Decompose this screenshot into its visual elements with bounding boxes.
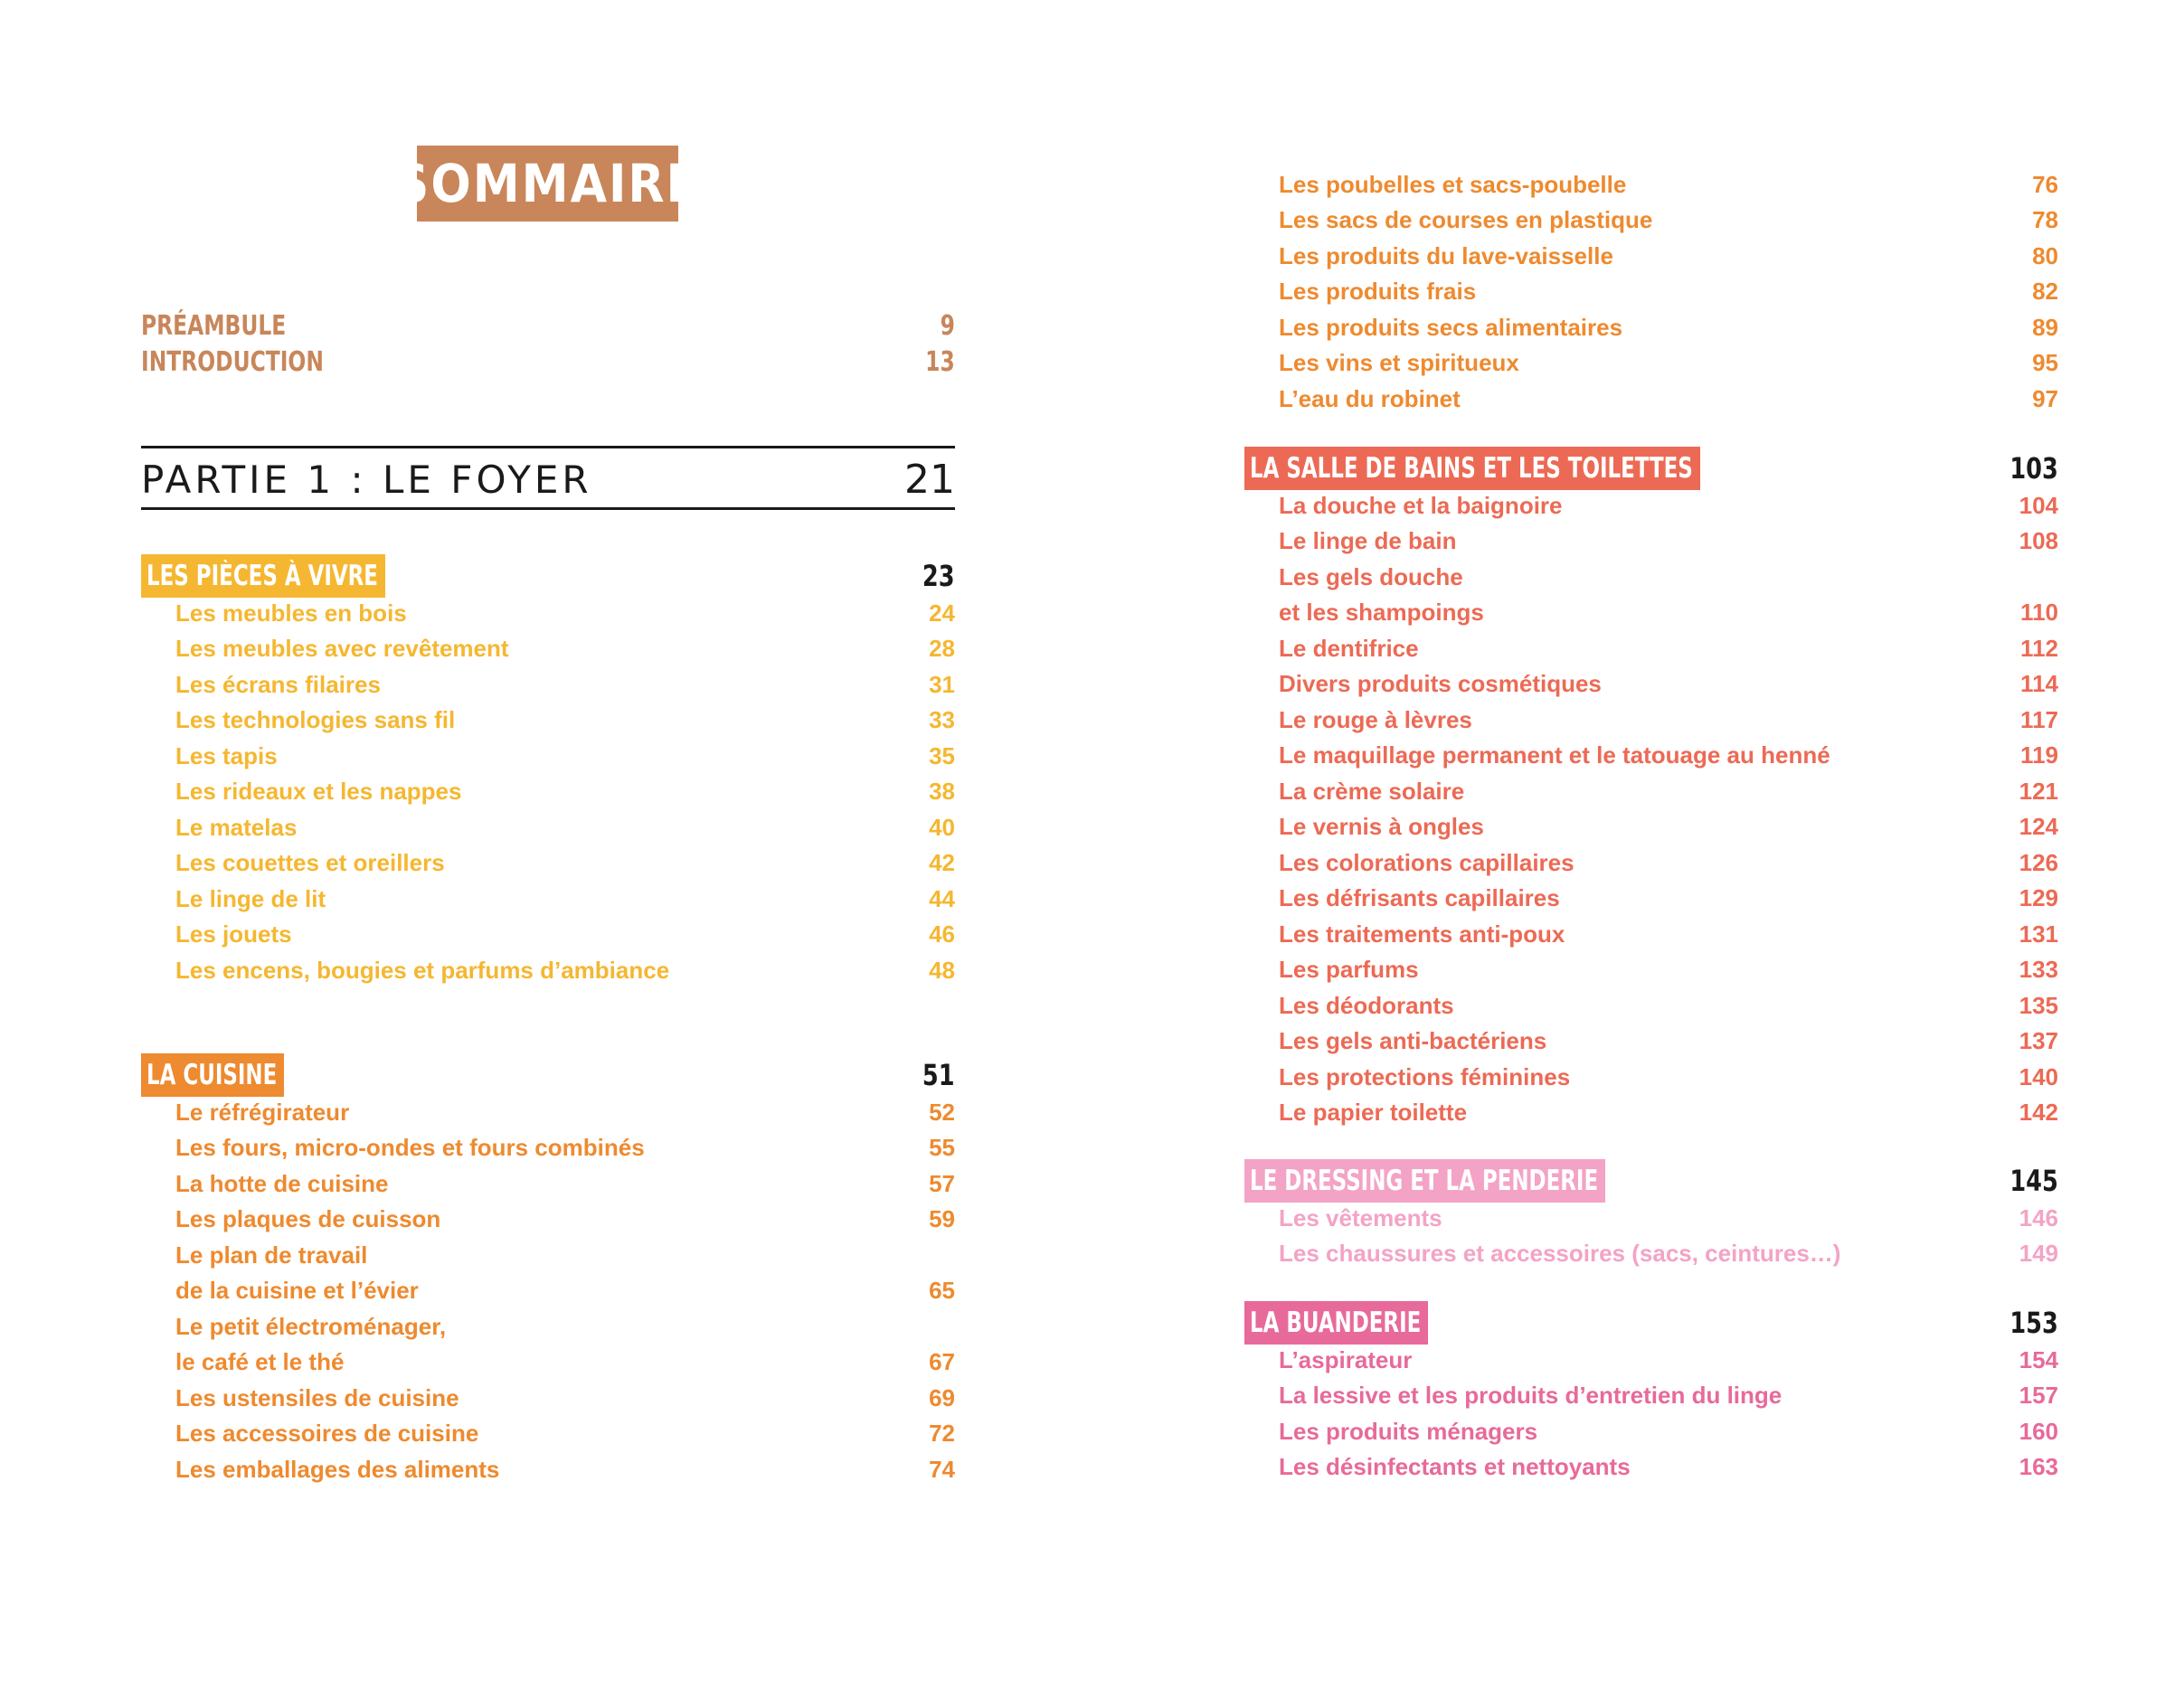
toc-entry-label: PRÉAMBULE: [141, 309, 287, 342]
toc-item-page: 97: [2032, 384, 2058, 412]
toc-item-page: 129: [2019, 884, 2058, 911]
toc-item[interactable]: [1279, 310, 2058, 344]
toc-item-label: La hotte de cuisine: [175, 1169, 389, 1197]
toc-item-label: Les colorations capillaires: [1279, 848, 1575, 876]
toc-item-label: Les encens, bougies et parfums d’ambiance: [175, 956, 670, 984]
toc-item[interactable]: [175, 1381, 955, 1415]
toc-item-label: Les tapis: [175, 741, 278, 769]
toc-item[interactable]: [1279, 953, 2058, 987]
toc-item-label: Les ustensiles de cuisine: [175, 1383, 459, 1411]
toc-item-page: 74: [929, 1455, 955, 1483]
toc-item-label: Les meubles avec revêtement: [175, 635, 509, 662]
toc-item[interactable]: [175, 1345, 955, 1380]
section-page: 23: [922, 559, 955, 593]
section-heading[interactable]: [141, 1052, 955, 1098]
toc-item[interactable]: [1279, 1201, 2058, 1235]
section-title-text: LA SALLE DE BAINS ET LES TOILETTES: [1250, 452, 1693, 485]
section-title-text: LA CUISINE: [147, 1059, 278, 1091]
toc-item[interactable]: [175, 918, 955, 952]
toc-item[interactable]: [1279, 203, 2058, 238]
toc-item-label: Le linge de lit: [175, 884, 326, 912]
toc-item[interactable]: [175, 1238, 955, 1272]
toc-item-label: Les emballages des aliments: [175, 1455, 500, 1483]
toc-item[interactable]: [1279, 1414, 2058, 1448]
toc-item-page: 140: [2019, 1062, 2058, 1090]
toc-item[interactable]: [1279, 560, 2058, 594]
toc-entry-page: 9: [940, 309, 955, 342]
toc-item-page: 28: [929, 635, 955, 662]
toc-item-label: Le matelas: [175, 813, 298, 841]
toc-item[interactable]: [175, 1274, 955, 1308]
toc-item[interactable]: [175, 667, 955, 702]
toc-item-label: Le réfrégirateur: [175, 1098, 350, 1126]
toc-item-page: 135: [2019, 991, 2058, 1019]
part-title: PARTIE 1 : LE FOYER: [141, 458, 592, 502]
toc-item-label: Les produits frais: [1279, 278, 1477, 305]
toc-item-page: 131: [2019, 920, 2058, 948]
toc-item-page: 59: [929, 1205, 955, 1232]
toc-item-label: Les technologies sans fil: [175, 706, 456, 733]
toc-item-label: et les shampoings: [1279, 599, 1484, 626]
toc-item-label: La lessive et les produits d’entretien du linge: [1279, 1382, 1783, 1409]
toc-item-label: Les parfums: [1279, 956, 1419, 983]
toc-item-page: 89: [2032, 313, 2058, 341]
toc-item-page: 117: [2020, 705, 2058, 733]
part-bottom-rule: [141, 507, 955, 510]
toc-item[interactable]: [1279, 239, 2058, 273]
toc-item-label: Les plaques de cuisson: [175, 1205, 441, 1232]
toc-item-label: Le dentifrice: [1279, 634, 1419, 662]
part-page: 21: [904, 457, 955, 503]
toc-item-page: 31: [929, 670, 955, 698]
toc-item-label: Les meubles en bois: [175, 599, 407, 627]
section-heading[interactable]: [1244, 1300, 2058, 1345]
toc-item-label: Les écrans filaires: [175, 670, 381, 698]
toc-item-label: Les vins et spiritueux: [1279, 349, 1519, 376]
toc-item[interactable]: [1279, 703, 2058, 737]
toc-item-page: 163: [2019, 1453, 2058, 1480]
toc-item-label: Les désinfectants et nettoyants: [1279, 1453, 1631, 1480]
toc-item-page: 65: [929, 1277, 955, 1304]
section-title: [1244, 1301, 1428, 1345]
toc-item-page: 104: [2019, 491, 2058, 519]
toc-item-label: Les rideaux et les nappes: [175, 778, 462, 805]
toc-item-page: 44: [929, 884, 955, 912]
toc-item-page: 67: [929, 1348, 955, 1375]
toc-item-page: 95: [2032, 349, 2058, 376]
toc-item-label: Le rouge à lèvres: [1279, 705, 1472, 733]
toc-item[interactable]: [1279, 667, 2058, 702]
toc-item-page: 69: [929, 1383, 955, 1411]
toc-item[interactable]: [175, 1203, 955, 1237]
toc-item-page: 48: [929, 956, 955, 984]
toc-item-page: 46: [929, 920, 955, 948]
toc-item-page: 112: [2020, 634, 2058, 662]
toc-item-page: 157: [2019, 1382, 2058, 1409]
toc-item-page: 57: [929, 1169, 955, 1197]
toc-item-page: 114: [2020, 670, 2058, 697]
toc-item-page: 133: [2019, 956, 2058, 983]
toc-item-label: Divers produits cosmétiques: [1279, 670, 1602, 697]
toc-item-label: Le plan de travail: [175, 1241, 368, 1269]
toc-item[interactable]: [1279, 1237, 2058, 1271]
toc-item-label: Les jouets: [175, 920, 292, 948]
toc-item-page: 119: [2020, 741, 2058, 769]
toc-item[interactable]: [1279, 167, 2058, 202]
toc-item[interactable]: [1279, 1450, 2058, 1485]
toc-item-page: 149: [2019, 1240, 2058, 1267]
toc-entry-page: 13: [925, 345, 955, 378]
toc-item[interactable]: [1279, 1060, 2058, 1094]
toc-item-label: Les traitements anti-poux: [1279, 920, 1565, 948]
toc-item-page: 80: [2032, 241, 2058, 269]
toc-item-label: Les gels douche: [1279, 562, 1463, 590]
toc-item-label: Les accessoires de cuisine: [175, 1420, 479, 1447]
toc-item-label: Les protections féminines: [1279, 1062, 1571, 1090]
toc-item[interactable]: [1279, 988, 2058, 1023]
toc-item[interactable]: [1279, 346, 2058, 381]
toc-item-label: Le linge de bain: [1279, 527, 1457, 554]
toc-item-page: 55: [929, 1134, 955, 1161]
toc-item-label: le café et le thé: [175, 1348, 345, 1375]
section-title: [141, 554, 385, 598]
toc-entry-preambule[interactable]: [141, 307, 955, 344]
toc-item-page: 121: [2019, 777, 2058, 805]
toc-item[interactable]: [175, 1166, 955, 1201]
toc-item-page: 76: [2032, 170, 2058, 198]
toc-item[interactable]: [175, 1417, 955, 1451]
toc-item-label: Les produits ménagers: [1279, 1417, 1538, 1445]
toc-item[interactable]: [1279, 1343, 2058, 1377]
section-page: 153: [2010, 1306, 2058, 1340]
section-heading[interactable]: [1244, 446, 2058, 491]
page-title: SOMMAIRE: [417, 146, 678, 222]
toc-item-label: Les gels anti-bactériens: [1279, 1027, 1547, 1054]
section-page: 103: [2010, 451, 2058, 486]
part-top-rule: [141, 446, 955, 448]
toc-item[interactable]: [1279, 1024, 2058, 1059]
toc-item-page: 38: [929, 778, 955, 805]
toc-item[interactable]: [1279, 488, 2058, 523]
section-page: 145: [2010, 1164, 2058, 1198]
toc-item-label: Les vêtements: [1279, 1203, 1442, 1231]
toc-item[interactable]: [175, 739, 955, 773]
toc-item[interactable]: [175, 882, 955, 916]
toc-item-page: 142: [2019, 1099, 2058, 1126]
toc-item-page: 52: [929, 1098, 955, 1126]
toc-item-page: 72: [929, 1420, 955, 1447]
toc-item-label: Les produits secs alimentaires: [1279, 313, 1623, 341]
toc-item-label: La crème solaire: [1279, 777, 1465, 805]
toc-item-label: Le petit électroménager,: [175, 1312, 447, 1340]
toc-item-page: 126: [2019, 848, 2058, 876]
toc-item[interactable]: [175, 1131, 955, 1165]
toc-item-label: de la cuisine et l’évier: [175, 1277, 419, 1304]
toc-item-page: 146: [2019, 1203, 2058, 1231]
toc-item[interactable]: [1279, 1379, 2058, 1413]
section-title-text: LE DRESSING ET LA PENDERIE: [1250, 1165, 1599, 1197]
toc-item-page: 78: [2032, 206, 2058, 233]
toc-item[interactable]: [175, 1452, 955, 1486]
toc-item-label: Les sacs de courses en plastique: [1279, 206, 1653, 233]
toc-item[interactable]: [1279, 917, 2058, 951]
toc-item[interactable]: [1279, 382, 2058, 416]
section-title-text: LA BUANDERIE: [1250, 1307, 1422, 1339]
toc-item-label: Les produits du lave-vaisselle: [1279, 241, 1613, 269]
toc-item-page: 160: [2019, 1417, 2058, 1445]
section-title: [1244, 1159, 1605, 1203]
toc-item[interactable]: [175, 632, 955, 666]
section-title: [1244, 447, 1700, 490]
toc-item[interactable]: [175, 810, 955, 845]
toc-item[interactable]: [1279, 774, 2058, 808]
part-heading[interactable]: [141, 455, 955, 505]
toc-item-label: Les défrisants capillaires: [1279, 884, 1560, 911]
toc-item[interactable]: [1279, 845, 2058, 880]
toc-item-label: Le maquillage permanent et le tatouage au henné: [1279, 741, 1830, 769]
section-page: 51: [922, 1058, 955, 1092]
toc-item-page: 33: [929, 706, 955, 733]
toc-item-page: 124: [2019, 813, 2058, 840]
toc-item-label: Les déodorants: [1279, 991, 1454, 1019]
toc-item[interactable]: [175, 1095, 955, 1129]
toc-item-label: Le papier toilette: [1279, 1099, 1468, 1126]
toc-item[interactable]: [1279, 596, 2058, 630]
toc-item-label: Les poubelles et sacs-poubelle: [1279, 170, 1627, 198]
toc-item-page: 82: [2032, 278, 2058, 305]
toc-item[interactable]: [175, 846, 955, 881]
section-heading[interactable]: [1244, 1158, 2058, 1203]
toc-item[interactable]: [175, 596, 955, 630]
toc-entry-label: INTRODUCTION: [141, 345, 324, 378]
toc-item-label: L’eau du robinet: [1279, 384, 1461, 412]
toc-item[interactable]: [1279, 631, 2058, 665]
toc-item-label: Les couettes et oreillers: [175, 849, 445, 876]
toc-item-page: 108: [2019, 527, 2058, 554]
toc-item-page: 24: [929, 599, 955, 627]
section-title-text: LES PIÈCES À VIVRE: [147, 560, 378, 592]
toc-item-page: 40: [929, 813, 955, 841]
toc-item[interactable]: [175, 703, 955, 738]
toc-item[interactable]: [175, 953, 955, 987]
toc-item[interactable]: [175, 775, 955, 809]
toc-item-page: 35: [929, 741, 955, 769]
toc-item-page: 42: [929, 849, 955, 876]
toc-item-page: 110: [2020, 599, 2058, 626]
toc-item[interactable]: [1279, 739, 2058, 773]
toc-item[interactable]: [1279, 1096, 2058, 1130]
toc-item[interactable]: [1279, 275, 2058, 309]
toc-item-page: 154: [2019, 1345, 2058, 1373]
toc-item[interactable]: [1279, 882, 2058, 916]
toc-item[interactable]: [1279, 524, 2058, 559]
toc-item-label: Les chaussures et accessoires (sacs, ceintures…): [1279, 1240, 1841, 1267]
toc-item-page: 137: [2019, 1027, 2058, 1054]
section-title: [141, 1053, 284, 1097]
toc-item-label: Les fours, micro-ondes et fours combinés: [175, 1134, 645, 1161]
toc-item[interactable]: [175, 1309, 955, 1344]
toc-item-label: L’aspirateur: [1279, 1345, 1413, 1373]
toc-item-label: Le vernis à ongles: [1279, 813, 1484, 840]
toc-item-label: La douche et la baignoire: [1279, 491, 1563, 519]
section-heading[interactable]: [141, 553, 955, 599]
toc-item[interactable]: [1279, 810, 2058, 845]
toc-entry-introduction[interactable]: [141, 344, 955, 380]
